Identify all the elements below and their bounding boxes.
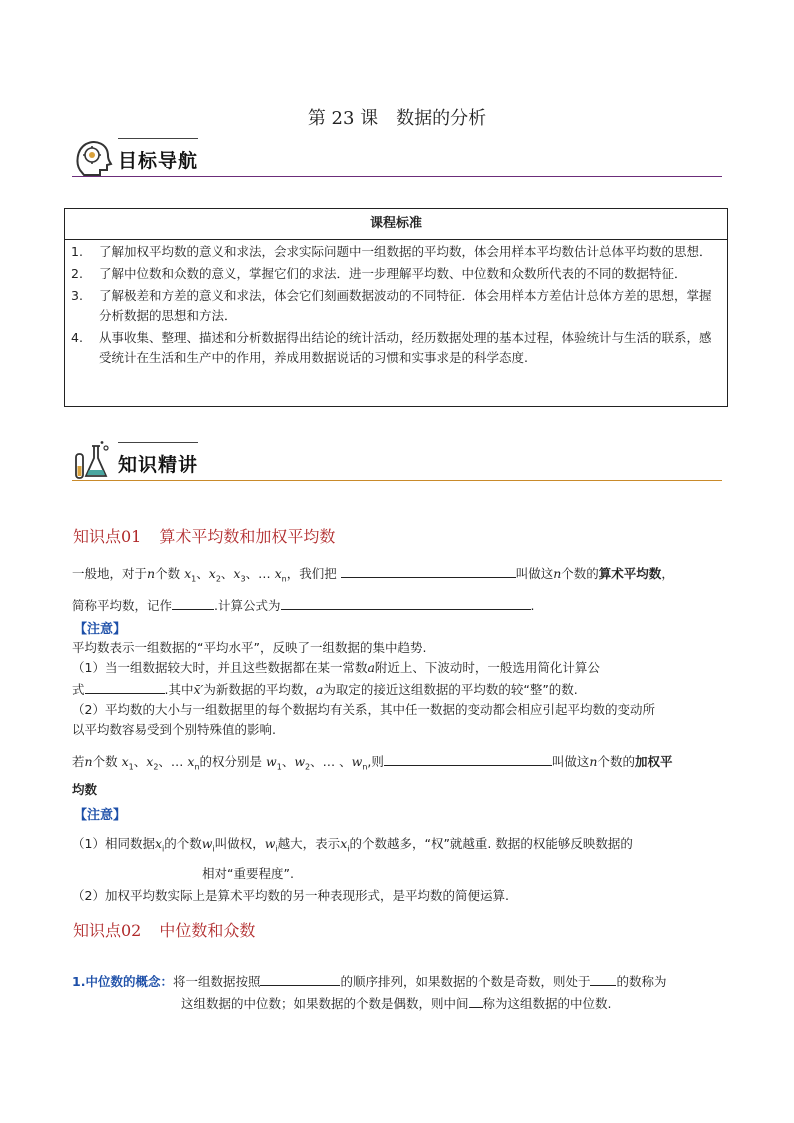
answer-blank[interactable]	[469, 995, 483, 1008]
section-goals-title: 目标导航	[118, 150, 199, 172]
head-gear-icon	[72, 136, 114, 178]
answer-blank[interactable]	[384, 753, 552, 766]
section-goals-topline	[118, 138, 198, 139]
kp1-note-line: （2）平均数的大小与一组数据里的每个数据均有关系，其中任一数据的变动都会相应引起平均数的变动所	[72, 702, 655, 717]
standard-item-number: 1.	[71, 244, 83, 259]
knowledge-point-02-heading	[73, 918, 255, 941]
knowledge-point-01-heading	[73, 524, 335, 547]
standard-item	[71, 286, 721, 326]
kp1-note-line: （1）当一组数据较大时，并且这些数据都在某一常数a附近上、下波动时，一般选用简化计算公	[72, 660, 600, 675]
kp1-paragraph-2: 简称平均数，记作 .计算公式为 .	[72, 598, 535, 613]
section-goals-rule	[72, 176, 722, 177]
standard-item	[71, 264, 721, 284]
kp1-note-line: 平均数表示一组数据的“平均水平”，反映了一组数据的集中趋势.	[72, 640, 427, 655]
standard-item-text: 了解极差和方差的意义和求法，体会它们刻画数据波动的不同特征．体会用样本方差估计总体方差的思想，掌握分析数据的思想和方法．	[99, 288, 712, 323]
answer-blank[interactable]	[281, 597, 531, 610]
knowledge-point-label: 知识点01	[73, 527, 142, 546]
standard-item-text: 从事收集、整理、描述和分析数据得出结论的统计活动，经历数据处理的基本过程，体验统计与生活的联系，感受统计在生活和生产中的作用，养成用数据说话的习惯和实事求是的科学态度.	[99, 330, 712, 365]
standard-item-number: 4.	[71, 330, 83, 345]
kp1-note2-line: 相对“重要程度”.	[202, 866, 294, 881]
answer-blank[interactable]	[260, 973, 340, 986]
kp1-note-line: 式 .其中x̄′为新数据的平均数，a为取定的接近这组数据的平均数的较“整”的数.	[72, 682, 578, 697]
answer-blank[interactable]	[85, 681, 165, 694]
knowledge-point-label: 知识点02	[73, 921, 142, 940]
kp1-note2-line: （2）加权平均数实际上是算术平均数的另一种表现形式，是平均数的简便运算.	[72, 888, 509, 903]
course-standards-header: 课程标准	[65, 209, 727, 240]
standard-item	[71, 242, 721, 262]
section-knowledge-topline	[118, 442, 198, 443]
section-goals-header	[72, 136, 722, 178]
kp1-note2-line: （1）相同数据$x_i$的个数$w_i$叫做权，$w_i$越大，表示$x_i$的个数越多，“权”就越重. 数据的权能够反映数据的	[72, 836, 633, 854]
page-title: 第 23 课 数据的分析	[307, 108, 487, 129]
answer-blank[interactable]	[341, 565, 516, 578]
standard-item-text: 了解加权平均数的意义和求法，会求实际问题中一组数据的平均数，体会用样本平均数估计总体平均数的思想．	[99, 244, 712, 259]
section-knowledge-rule	[72, 480, 722, 481]
kp2-median-definition-line-1: 1.中位数的概念：将一组数据按照 的顺序排列，如果数据的个数是奇数，则处于 的数称为	[72, 974, 667, 989]
kp1-weighted-line-1: 若n个数 $x_1$、$x_2$、… $x_n$的权分别是 $w_1$、$w_2$、… 、$w_n$,则 叫做这n个数的加权平	[72, 754, 673, 772]
knowledge-point-title: 中位数和众数	[159, 921, 256, 940]
knowledge-point-title: 算术平均数和加权平均数	[159, 527, 336, 546]
kp1-paragraph-1: 一般地，对于n个数 $x_1$、$x_2$、$x_3$、… $x_n$，我们把 叫做这n个数的算术平均数，	[72, 566, 674, 584]
section-knowledge-header	[72, 440, 722, 482]
course-standards-box	[64, 208, 728, 407]
lab-flask-icon	[72, 440, 114, 482]
section-knowledge-title: 知识精讲	[118, 454, 199, 476]
standard-item-text: 了解中位数和众数的意义，掌握它们的求法．进一步理解平均数、中位数和众数所代表的不同的数据特征．	[99, 266, 687, 281]
kp1-weighted-line-2: 均数	[72, 782, 98, 797]
answer-blank[interactable]	[590, 973, 616, 986]
kp2-median-definition-line-2: 这组数据的中位数；如果数据的个数是偶数，则中间 称为这组数据的中位数.	[181, 996, 612, 1011]
standard-item-number: 2.	[71, 266, 83, 281]
kp1-note-line: 以平均数容易受到个别特殊值的影响.	[72, 722, 276, 737]
note-label: 【注意】	[74, 622, 127, 637]
standard-item	[71, 328, 721, 368]
standard-item-number: 3.	[71, 288, 83, 303]
answer-blank[interactable]	[172, 597, 214, 610]
note-label: 【注意】	[74, 808, 127, 823]
